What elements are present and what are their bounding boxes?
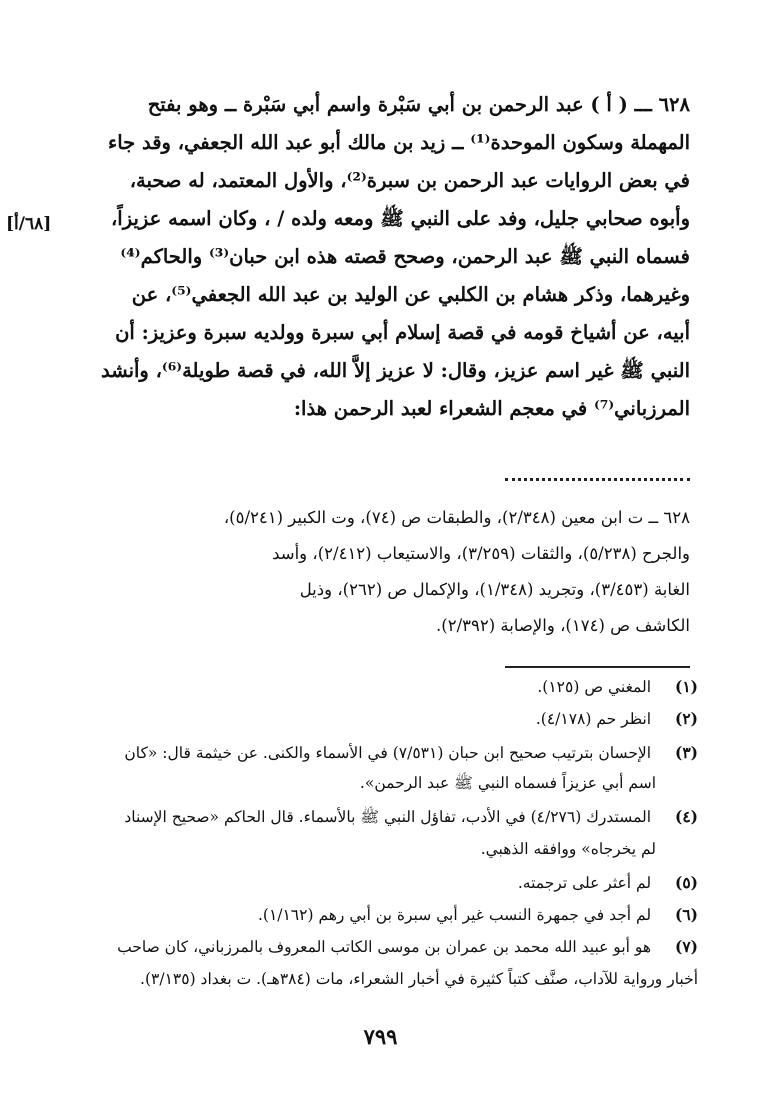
dotted-separator — [505, 478, 690, 489]
main-text-line: النبي ﷺ غير اسم عزيز، وقال: لا عزيز إلاَّ الله، في قصة طويلة⁽⁶⁾، وأنشد — [100, 359, 690, 382]
footnote-text: انظر حم (٤/١٧٨). — [535, 710, 652, 728]
footnote-1 — [62, 672, 698, 702]
footnote-number: (١) — [674, 677, 698, 696]
footnote-4 — [62, 802, 698, 832]
main-text-line: أبيه، عن أشياخ قومه في قصة إسلام أبي سبرة وولديه سبرة وعزيز: أن — [115, 321, 690, 344]
bio-line: والجرح (٥/٢٣٨)، والثقات (٣/٢٥٩)، والاستيعاب (٢/٤١٢)، وأسد — [272, 544, 690, 563]
footnote-6 — [62, 900, 698, 930]
main-text-line: وغيرهما، وذكر هشام بن الكلبي عن الوليد بن عبد الله الجعفي⁽⁵⁾، عن — [131, 283, 690, 306]
footnote-3-continued — [20, 768, 698, 798]
footnote-text: لم أجد في جمهرة النسب غير أبي سبرة بن أبي رهم (١/١٦٢). — [257, 906, 652, 924]
bio-line: ٦٢٨ ــ ت ابن معين (٢/٣٤٨)، والطبقات ص (٧٤)، وت الكبير (٥/٢٤١)، — [223, 508, 690, 527]
footnote-number: (٢) — [674, 709, 698, 728]
footnote-text: لم أعثر على ترجمته. — [517, 874, 652, 892]
footnote-number: (٤) — [674, 807, 698, 826]
footnote-text: أخبار ورواية للآداب، صنَّف كتباً كثيرة في أخبار الشعراء، مات (٣٨٤هـ). ت بغداد (٣/١٣٥). — [140, 970, 698, 988]
footnote-4-continued — [20, 834, 698, 864]
footnote-text: لم يخرجاه» ووافقه الذهبي. — [480, 840, 656, 858]
footnote-rule — [505, 666, 690, 668]
main-text-line: المهملة وسكون الموحدة⁽¹⁾ ــ زيد بن مالك أبو عبد الله الجعفي، وقد جاء — [108, 131, 690, 154]
footnote-7 — [62, 932, 698, 962]
main-text-line: ٦٢٨ ـــ ( أ ) عبد الرحمن بن أبي سَبْرة واسم أبي سَبْرة ــ وهو بفتح — [147, 93, 690, 116]
footnote-number: (٣) — [674, 743, 698, 762]
margin-folio-note: [٦٨/أ] — [6, 214, 52, 234]
footnote-number: (٥) — [674, 873, 698, 892]
footnote-number: (٦) — [674, 905, 698, 924]
main-text-line: المرزباني⁽⁷⁾ في معجم الشعراء لعبد الرحمن هذا: — [293, 397, 690, 420]
footnote-number: (٧) — [674, 937, 698, 956]
main-text-line: فسماه النبي ﷺ عبد الرحمن، وصحح قصته هذه ابن حبان⁽³⁾ والحاكم⁽⁴⁾ — [120, 245, 690, 268]
footnote-3 — [62, 738, 698, 768]
footnote-text: المستدرك (٤/٢٧٦) في الأدب، تفاؤل النبي ﷺ بالأسماء. قال الحاكم «صحيح الإسناد — [124, 808, 652, 826]
footnote-text: المغني ص (١٢٥). — [537, 678, 652, 696]
footnote-2 — [62, 704, 698, 734]
bio-line: الغابة (٣/٤٥٣)، وتجريد (١/٣٤٨)، والإكمال ص (٢٦٢)، وذيل — [299, 580, 690, 599]
page-number: ٧٩٩ — [363, 1024, 398, 1049]
bio-line: الكاشف ص (١٧٤)، والإصابة (٢/٣٩٢). — [436, 616, 690, 635]
footnote-text: الإحسان بترتيب صحيح ابن حبان (٧/٥٣١) في الأسماء والكنى. عن خيثمة قال: «كان — [124, 744, 652, 762]
footnote-text: هو أبو عبيد الله محمد بن عمران بن موسى الكاتب المعروف بالمرزباني، كان صاحب — [117, 938, 652, 956]
footnote-5 — [62, 868, 698, 898]
footnote-7-continued — [62, 964, 698, 994]
footnote-text: اسم أبي عزيزاً فسماه النبي ﷺ عبد الرحمن». — [359, 774, 656, 792]
main-text-line: وأبوه صحابي جليل، وفد على النبي ﷺ ومعه ولده / ، وكان اسمه عزيزاً، — [111, 207, 690, 230]
main-text-line: في بعض الروايات عبد الرحمن بن سبرة⁽²⁾، والأول المعتمد، له صحبة، — [129, 169, 690, 192]
